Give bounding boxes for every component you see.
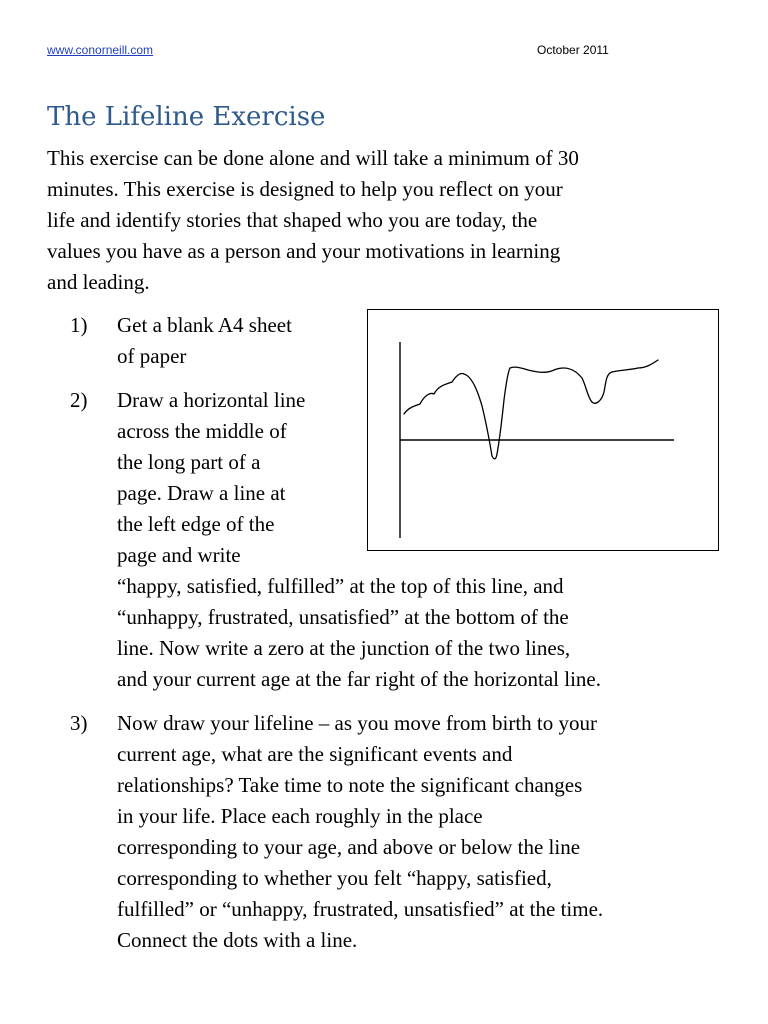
step-line: across the middle of xyxy=(117,419,287,443)
step-line: Get a blank A4 sheet xyxy=(117,313,292,337)
step-line: page and write xyxy=(117,543,241,567)
step-line: the left edge of the xyxy=(117,512,275,536)
intro-line: life and identify stories that shaped who you are today, the xyxy=(47,208,538,232)
step-line: fulfilled” or “unhappy, frustrated, unsatisfied” at the time. xyxy=(117,897,604,921)
website-link[interactable]: www.conorneill.com xyxy=(47,43,154,57)
step-line: of paper xyxy=(117,344,187,368)
lifeline-sketch-figure xyxy=(367,309,719,551)
intro-line: and leading. xyxy=(47,270,150,294)
step-number: 1) xyxy=(70,313,88,337)
step-line: relationships? Take time to note the significant changes xyxy=(117,773,583,797)
step-line: Connect the dots with a line. xyxy=(117,928,358,952)
step-number: 2) xyxy=(70,388,88,412)
step-line: line. Now write a zero at the junction of the two lines, xyxy=(117,636,571,660)
lifeline-sketch xyxy=(368,310,720,552)
step-line: in your life. Place each roughly in the place xyxy=(117,804,483,828)
intro-line: This exercise can be done alone and will take a minimum of 30 xyxy=(47,146,579,170)
intro-line: minutes. This exercise is designed to help you reflect on your xyxy=(47,177,563,201)
step-line: current age, what are the significant events and xyxy=(117,742,513,766)
document-date: October 2011 xyxy=(537,43,609,57)
lifeline-curve xyxy=(404,360,658,459)
step-line: and your current age at the far right of the horizontal line. xyxy=(117,667,601,691)
step-line: corresponding to your age, and above or below the line xyxy=(117,835,581,859)
step-line: Draw a horizontal line xyxy=(117,388,306,412)
intro-line: values you have as a person and your motivations in learning xyxy=(47,239,561,263)
step-line: page. Draw a line at xyxy=(117,481,286,505)
step-line: corresponding to whether you felt “happy, satisfied, xyxy=(117,866,552,890)
step-line: Now draw your lifeline – as you move from birth to your xyxy=(117,711,597,735)
step-number: 3) xyxy=(70,711,88,735)
step-line: “happy, satisfied, fulfilled” at the top of this line, and xyxy=(117,574,564,598)
step-line: “unhappy, frustrated, unsatisfied” at the bottom of the xyxy=(117,605,569,629)
step-line: the long part of a xyxy=(117,450,261,474)
page-title: The Lifeline Exercise xyxy=(47,102,326,132)
